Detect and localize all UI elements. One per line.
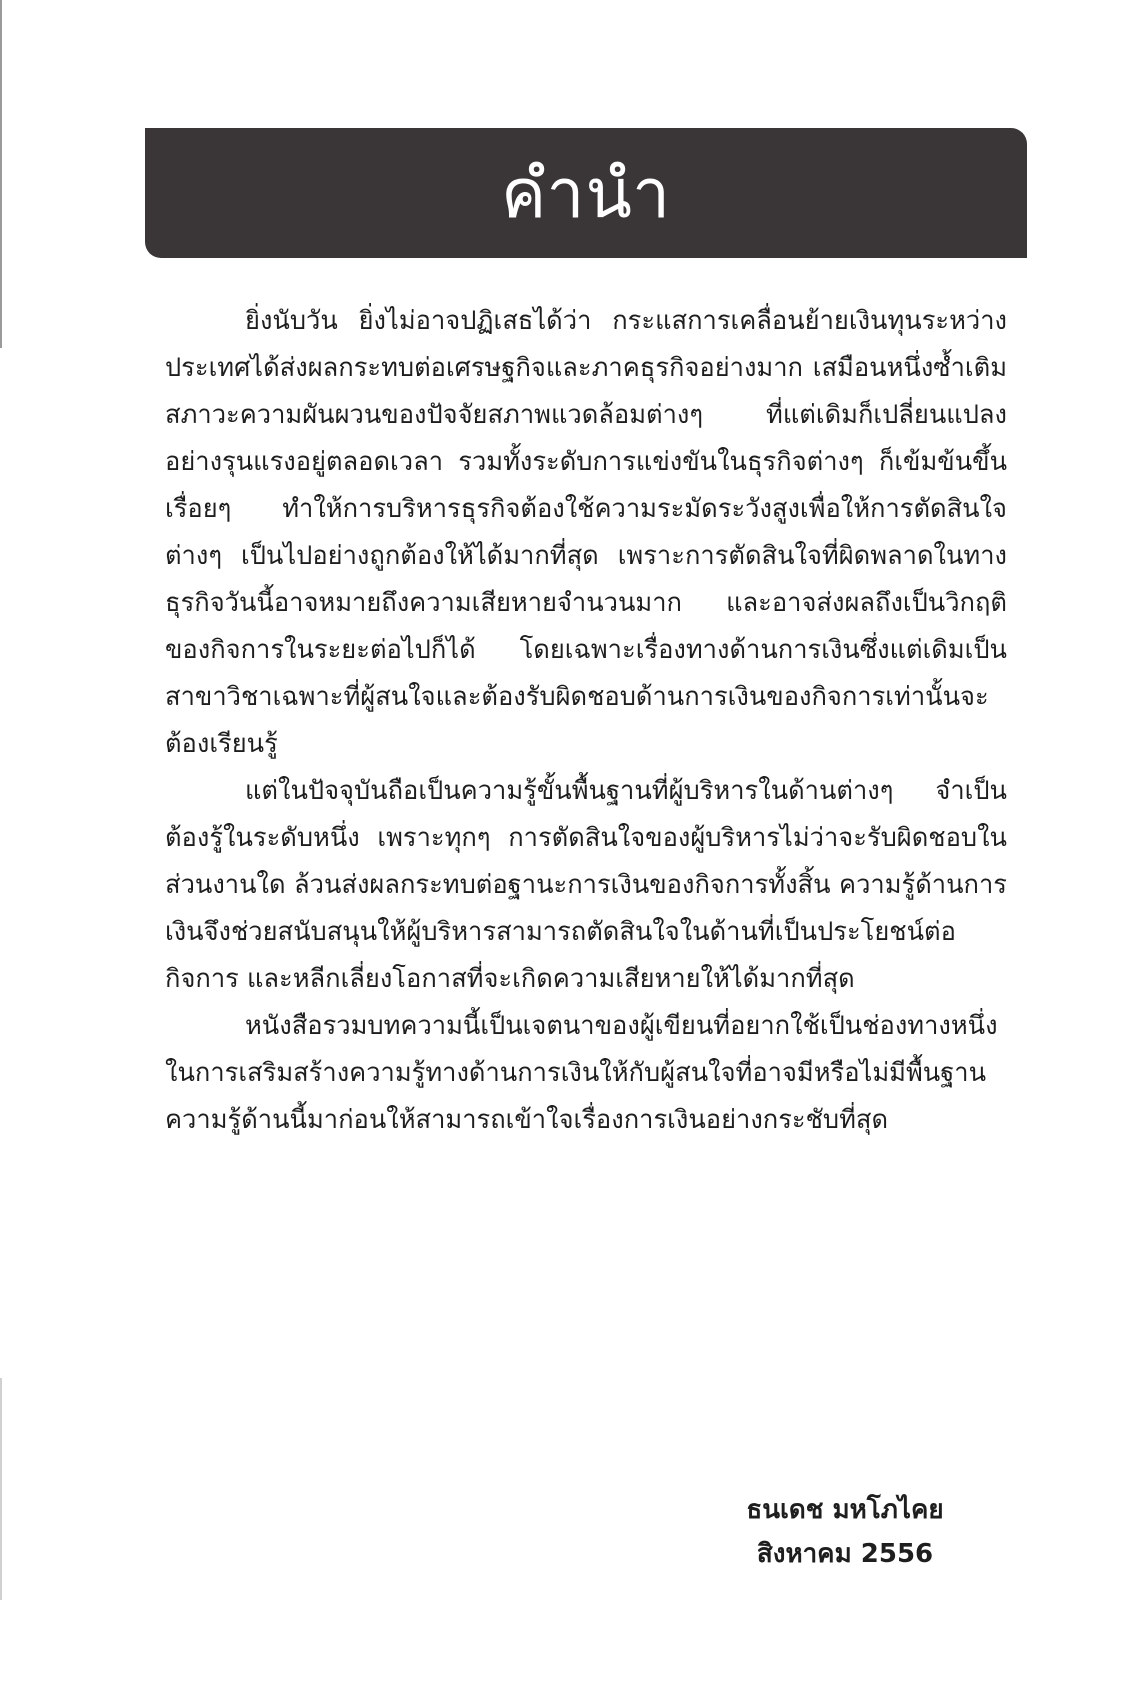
author-name: ธนเดช มหโภไคย [746, 1495, 944, 1525]
signature-block [700, 1488, 990, 1576]
paragraph-3: หนังสือรวมบทความนี้เป็นเจตนาของผู้เขียนที่อยากใช้เป็นช่องทางหนึ่งในการเสริมสร้างความรู้ทางด้านการเงินให้กับผู้สนใจที่อาจมีหรือไม่มีพื้นฐานความรู้ด้านนี้มาก่อนให้สามารถเข้าใจเรื่องการเงินอย่างกระชับที่สุด [165, 1011, 998, 1135]
title-banner [145, 128, 1027, 258]
page-title: คำนำ [500, 155, 672, 234]
paragraph-2: แต่ในปัจจุบันถือเป็นความรู้ขั้นพื้นฐานที่ผู้บริหารในด้านต่างๆ จำเป็นต้องรู้ในระดับหนึ่ง เพราะทุกๆ การตัดสินใจของผู้บริหารไม่ว่าจะรับผิดชอบในส่วนงานใด ล้วนส่งผลกระทบต่อฐานะการเงินของกิจการทั้งสิ้น ความรู้ด้านการเงินจึงช่วยสนับสนุนให้ผู้บริหารสามารถตัดสินใจในด้านที่เป็นประโยชน์ต่อกิจการ และหลีกเลี่ยงโอกาสที่จะเกิดความเสียหายให้ได้มากที่สุด [165, 776, 1007, 994]
preface-body [165, 298, 1007, 1144]
page-edge-line-bottom [0, 1378, 2, 1600]
signature-date: สิงหาคม 2556 [756, 1539, 934, 1569]
page-edge-line-top [0, 0, 2, 348]
paragraph-1: ยิ่งนับวัน ยิ่งไม่อาจปฏิเสธได้ว่า กระแสการเคลื่อนย้ายเงินทุนระหว่างประเทศได้ส่งผลกระทบต่อเศรษฐกิจและภาคธุรกิจอย่างมาก เสมือนหนึ่งซ้ำเติมสภาวะความผันผวนของปัจจัยสภาพแวดล้อมต่างๆ ที่แต่เดิมก็เปลี่ยนแปลงอย่างรุนแรงอยู่ตลอดเวลา รวมทั้งระดับการแข่งขันในธุรกิจต่างๆ ก็เข้มข้นขึ้นเรื่อยๆ ทำให้การบริหารธุรกิจต้องใช้ความระมัดระวังสูงเพื่อให้การตัดสินใจต่างๆ เป็นไปอย่างถูกต้องให้ได้มากที่สุด เพราะการตัดสินใจที่ผิดพลาดในทางธุรกิจวันนี้อาจหมายถึงความเสียหายจำนวนมาก และอาจส่งผลถึงเป็นวิกฤติของกิจการในระยะต่อไปก็ได้ โดยเฉพาะเรื่องทางด้านการเงินซึ่งแต่เดิมเป็นสาขาวิชาเฉพาะที่ผู้สนใจและต้องรับผิดชอบด้านการเงินของกิจการเท่านั้นจะต้องเรียนรู้ [165, 306, 1007, 759]
